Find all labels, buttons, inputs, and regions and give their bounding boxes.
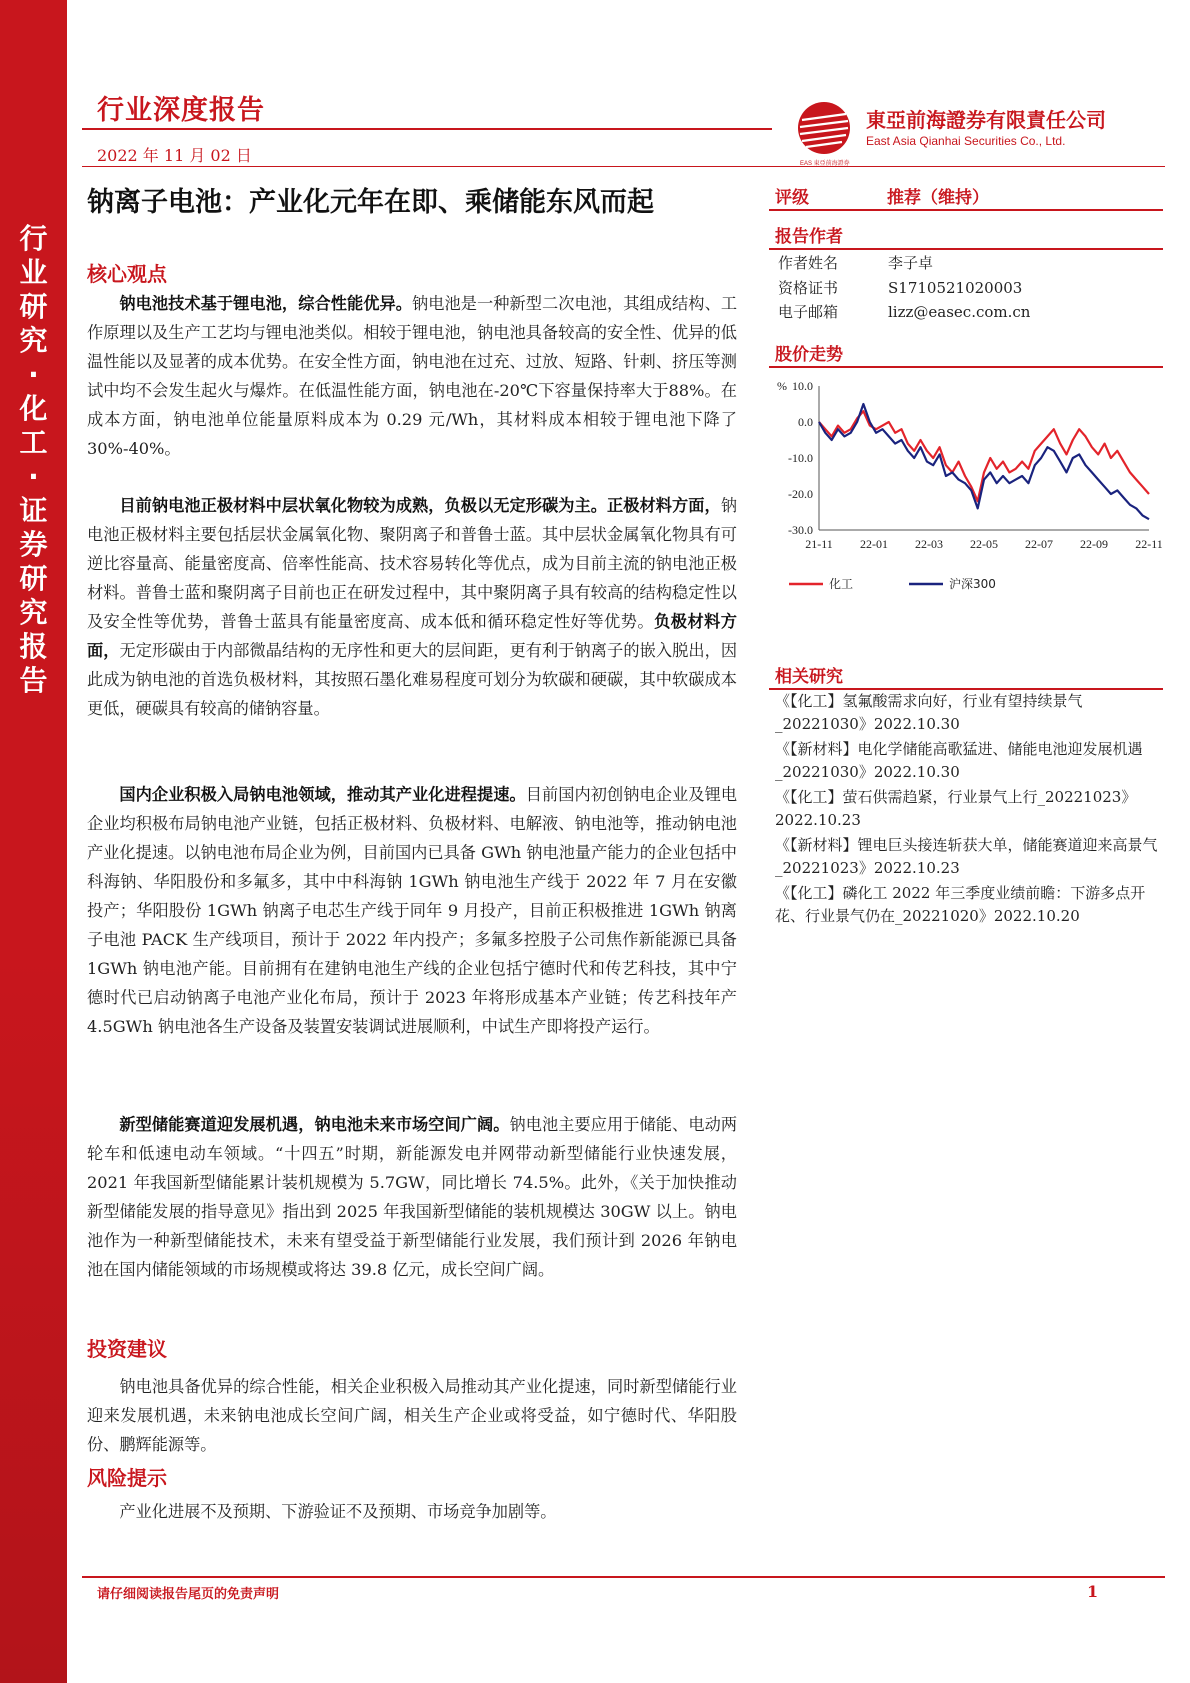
paragraph-3-body: 目前国内初创钠电企业及锂电企业均积极布局钠电池产业链，包括正极材料、负极材料、电解液、钠电池等，推动钠电池产业化提速。以钠电池布局企业为例，目前国内已具备 GWh 钠电池量产能力的企业包括中科海钠、华阳股份和多氟多，其中中科海钠 1GWh 钠电池生产线于 2022 年 7 月在安徽投产；华阳股份 1GWh 钠离子电芯生产线于同年 9 月投产，目前正积极推进 1GWh 钠离子电池 PACK 生产线项目，预计于 2022 年内投产；多氟多控股子公司焦作新能源已具备 1GWh 钠电池产能。目前拥有在建钠电池生产线的企业包括宁德时代和传艺科技，其中宁德时代已启动钠离子电池产业化布局，预计于 2023 年将形成基本产业链；传艺科技年产 4.5GWh 钠电池各生产设备及装置安装调试进展顺利，中试生产即将投产运行。 <box>87 785 738 1036</box>
section-risk: 风险提示 <box>87 1466 167 1490</box>
sidebar-char: · <box>28 358 39 391</box>
company-name-cn: 東亞前海證券有限責任公司 <box>866 108 1106 132</box>
sidebar-char: 工 <box>19 426 48 459</box>
paragraph-2-body: 钠电池正极材料主要包括层状金属氧化物、聚阴离子和普鲁士蓝。其中层状金属氧化物具有可逆比容量高、能量密度高、倍率性能高、技术容易转化等优点，成为目前主流的钠电池正极材料。普鲁士蓝和聚阴离子目前也正在研发过程中，其中聚阴离子具有较高的结构稳定性以及安全性等优势，普鲁士蓝具有能量密度高、成本低和循环稳定性好等优势。 <box>87 496 737 631</box>
author-header-label: 报告作者 <box>775 227 843 247</box>
logo-caption: EAS 東亞前海證券 <box>800 161 850 167</box>
related-item[interactable]: 《【化工】氢氟酸需求向好，行业有望持续景气_20221030》2022.10.30 <box>775 692 1083 733</box>
paragraph-2-lead-2: 负极材料方面， <box>87 612 737 660</box>
footer-rule <box>82 1576 1165 1578</box>
sidebar-char: 业 <box>19 256 48 289</box>
paragraph-1 <box>87 289 737 463</box>
legend-label: 沪深300 <box>949 577 996 591</box>
y-tick-label: 0.0 <box>798 415 813 429</box>
x-tick-label: 21-11 <box>805 537 833 551</box>
paragraph-1-lead: 钠电池技术基于锂电池，综合性能优异。 <box>119 294 412 313</box>
related-item[interactable]: 《【化工】磷化工 2022 年三季度业绩前瞻：下游多点开花、行业景气仍在_20221020》2022.10.20 <box>775 884 1146 925</box>
rating-value: 推荐（维持） <box>887 188 989 208</box>
paragraph-1-body: 钠电池是一种新型二次电池，其组成结构、工作原理以及生产工艺均与锂电池类似。相较于锂电池，钠电池具备较高的安全性、优异的低温性能以及显著的成本优势。在安全性方面，钠电池在过充、过放、短路、针刺、挤压等测试中均不会发生起火与爆炸。在低温性能方面，钠电池在-20℃下容量保持率大于88%。在成本方面，钠电池单位能量原料成本为 0.29 元/Wh，其材料成本相较于锂电池下降了 30%-40%。 <box>87 294 738 458</box>
cert-value: S1710521020003 <box>888 279 1023 297</box>
sidebar-vertical-text <box>0 222 67 698</box>
email-row <box>778 300 1030 324</box>
sidebar-char: 化 <box>19 392 48 425</box>
paragraph-4-body: 钠电池主要应用于储能、电动两轮车和低速电动车领域。“十四五”时期，新能源发电并网带动新型储能行业快速发展，2021 年我国新型储能累计装机规模为 5.7GW，同比增长 74.5%。此外，《关于加快推动新型储能发展的指导意见》指出到 2025 年我国新型储能的装机规模达 30GW 以上。钠电池作为一种新型储能技术，未来有望受益于新型储能行业发展，我们预计到 2026 年钠电池在国内储能领域的市场规模或将达 39.8 亿元，成长空间广阔。 <box>87 1115 738 1279</box>
stock-chart <box>769 372 1163 640</box>
related-item[interactable]: 《【新材料】电化学储能高歌猛进、储能电池迎发展机遇_20221030》2022.10.30 <box>775 740 1143 781</box>
sidebar-fade <box>0 950 67 1683</box>
sidebar-char: 行 <box>19 222 48 255</box>
x-tick-label: 22-11 <box>1135 537 1163 551</box>
stock-header-label: 股价走势 <box>775 345 843 365</box>
series-line-chemical <box>819 411 1149 501</box>
risk-text: 产业化进展不及预期、下游验证不及预期、市场竞争加剧等。 <box>119 1502 557 1521</box>
stock-header <box>769 336 1163 368</box>
y-unit-label: % <box>777 379 787 393</box>
author-name-row <box>778 251 933 275</box>
related-item[interactable]: 《【化工】萤石供需趋紧，行业景气上行_20221023》2022.10.23 <box>775 788 1137 829</box>
cert-key: 资格证书 <box>778 279 839 297</box>
report-title: 钠离子电池：产业化元年在即、乘储能东风而起 <box>87 187 654 218</box>
page-number: 1 <box>1087 1582 1099 1601</box>
sidebar-char: 研 <box>19 290 48 323</box>
y-tick-label: -20.0 <box>788 487 813 501</box>
header-rule <box>82 128 772 130</box>
paragraph-2-body-2: 无定形碳由于内部微晶结构的无序性和更大的层间距，更有利于钠离子的嵌入脱出，因此成为钠电池的首选负极材料，其按照石墨化难易程度可划分为软碳和硬碳，其中软碳成本更低，硬碳具有较高的储钠容量。 <box>87 641 738 718</box>
x-tick-label: 22-07 <box>1025 537 1053 551</box>
related-header <box>769 658 1163 690</box>
paragraph-3 <box>87 780 737 1041</box>
footer-disclaimer[interactable]: 请仔细阅读报告尾页的免责声明 <box>97 1587 280 1602</box>
series-line-hs300 <box>819 404 1149 519</box>
investment-text: 钠电池具备优异的综合性能，相关企业积极入局推动其产业化提速，同时新型储能行业迎来发展机遇，未来钠电池成长空间广阔，相关生产企业或将受益，如宁德时代、华阳股份、鹏辉能源等。 <box>87 1377 737 1454</box>
legend-label: 化工 <box>829 577 854 591</box>
x-tick-label: 22-01 <box>860 537 888 551</box>
sidebar-char: 报 <box>19 630 48 663</box>
related-header-label: 相关研究 <box>775 667 843 687</box>
x-tick-label: 22-09 <box>1080 537 1108 551</box>
sidebar-char: 究 <box>19 324 48 357</box>
y-tick-label: -30.0 <box>788 523 813 537</box>
related-list <box>775 690 1165 927</box>
author-name-key: 作者姓名 <box>778 254 839 272</box>
author-header <box>769 218 1163 250</box>
sidebar-char: 券 <box>19 528 48 561</box>
paragraph-3-lead: 国内企业积极入局钠电池领域，推动其产业化进程提速。 <box>119 785 526 804</box>
related-item[interactable]: 《【新材料】锂电巨头接连斩获大单，储能赛道迎来高景气_20221023》2022.10.23 <box>775 836 1158 877</box>
report-date: 2022 年 11 月 02 日 <box>97 146 252 165</box>
sidebar-char: 告 <box>19 664 48 697</box>
report-type: 行业深度报告 <box>97 95 265 126</box>
sidebar-char: 证 <box>19 494 48 527</box>
sidebar <box>0 0 67 1683</box>
sidebar-char: 究 <box>19 596 48 629</box>
paragraph-4 <box>87 1110 737 1284</box>
section-investment: 投资建议 <box>87 1337 167 1361</box>
sidebar-char: 研 <box>19 562 48 595</box>
section-core-views: 核心观点 <box>87 262 167 286</box>
email-key: 电子邮箱 <box>778 303 839 321</box>
rating-row <box>769 183 1163 211</box>
paragraph-2-lead: 目前钠电池正极材料中层状氧化物较为成熟，负极以无定形碳为主。正极材料方面， <box>119 496 721 515</box>
y-tick-label: -10.0 <box>788 451 813 465</box>
sidebar-char: · <box>28 460 39 493</box>
paragraph-4-lead: 新型储能赛道迎发展机遇，钠电池未来市场空间广阔。 <box>119 1115 510 1134</box>
company-logo-icon <box>796 100 852 156</box>
company-name-en: East Asia Qianhai Securities Co., Ltd. <box>866 134 1066 148</box>
cert-row <box>778 276 1022 300</box>
rating-label: 评级 <box>775 188 809 208</box>
paragraph-2 <box>87 491 737 723</box>
y-tick-label: 10.0 <box>792 379 813 393</box>
author-name-value: 李子卓 <box>888 254 934 272</box>
email-value[interactable]: lizz@easec.com.cn <box>888 303 1031 321</box>
x-tick-label: 22-05 <box>970 537 998 551</box>
header-rule-thin <box>82 166 1165 167</box>
x-tick-label: 22-03 <box>915 537 943 551</box>
